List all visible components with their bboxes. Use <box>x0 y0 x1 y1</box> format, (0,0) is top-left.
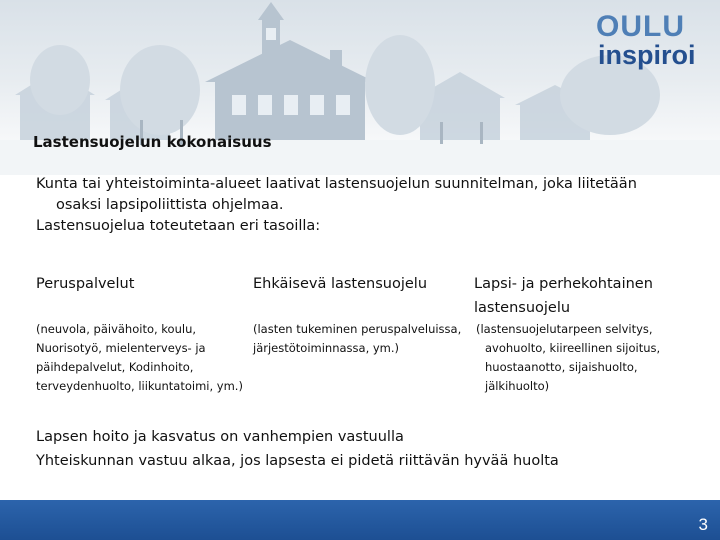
oulu-inspiroi-logo <box>596 10 696 72</box>
detail-line: terveydenhuolto, liikuntatoimi, ym.) <box>36 379 243 393</box>
detail-line: järjestötoiminnassa, ym.) <box>253 341 400 355</box>
detail-line: (lasten tukeminen peruspalveluissa, <box>253 322 462 336</box>
slide-title: Lastensuojelun kokonaisuus <box>33 133 272 151</box>
column-details-lapsi-perhekohtainen <box>476 320 660 396</box>
column-heading-lapsi-perhekohtainen <box>474 272 704 320</box>
column-heading-ehkaiseva <box>253 272 427 296</box>
intro-line-2: osaksi lapsipoliittista ohjelmaa. <box>56 197 284 213</box>
column-heading-peruspalvelut <box>36 272 134 296</box>
column-details-ehkaiseva <box>253 320 461 358</box>
footer-bar <box>0 500 720 540</box>
intro-text <box>36 174 686 237</box>
detail-line: avohuolto, kiireellinen sijoitus, <box>485 341 661 355</box>
column-heading-line: Lapsi- ja perhekohtainen <box>474 276 653 292</box>
column-heading-line: Peruspalvelut <box>36 276 135 292</box>
detail-line: jälkihuolto) <box>485 379 550 393</box>
column-heading-line: lastensuojelu <box>474 300 571 316</box>
logo-line2: inspiroi <box>598 40 696 70</box>
page-number: 3 <box>698 515 708 534</box>
detail-line: (neuvola, päivähoito, koulu, <box>36 322 197 336</box>
detail-line: (lastensuojelutarpeen selvitys, <box>476 322 653 336</box>
column-heading-line: Ehkäisevä lastensuojelu <box>253 276 428 292</box>
closing-text <box>36 425 559 473</box>
column-details-peruspalvelut <box>36 320 243 396</box>
closing-line-2: Yhteiskunnan vastuu alkaa, jos lapsesta ei pidetä riittävän hyvää huolta <box>36 453 559 469</box>
detail-line: Nuorisotyö, mielenterveys- ja <box>36 341 206 355</box>
intro-line-3: Lastensuojelua toteutetaan eri tasoilla: <box>36 218 321 234</box>
intro-line-1: Kunta tai yhteistoiminta-alueet laativat lastensuojelun suunnitelman, joka liitetään <box>36 176 637 192</box>
detail-line: päihdepalvelut, Kodinhoito, <box>36 360 194 374</box>
closing-line-1: Lapsen hoito ja kasvatus on vanhempien vastuulla <box>36 429 404 445</box>
logo-line1: OULU <box>596 10 685 43</box>
detail-line: huostaanotto, sijaishuolto, <box>485 360 638 374</box>
